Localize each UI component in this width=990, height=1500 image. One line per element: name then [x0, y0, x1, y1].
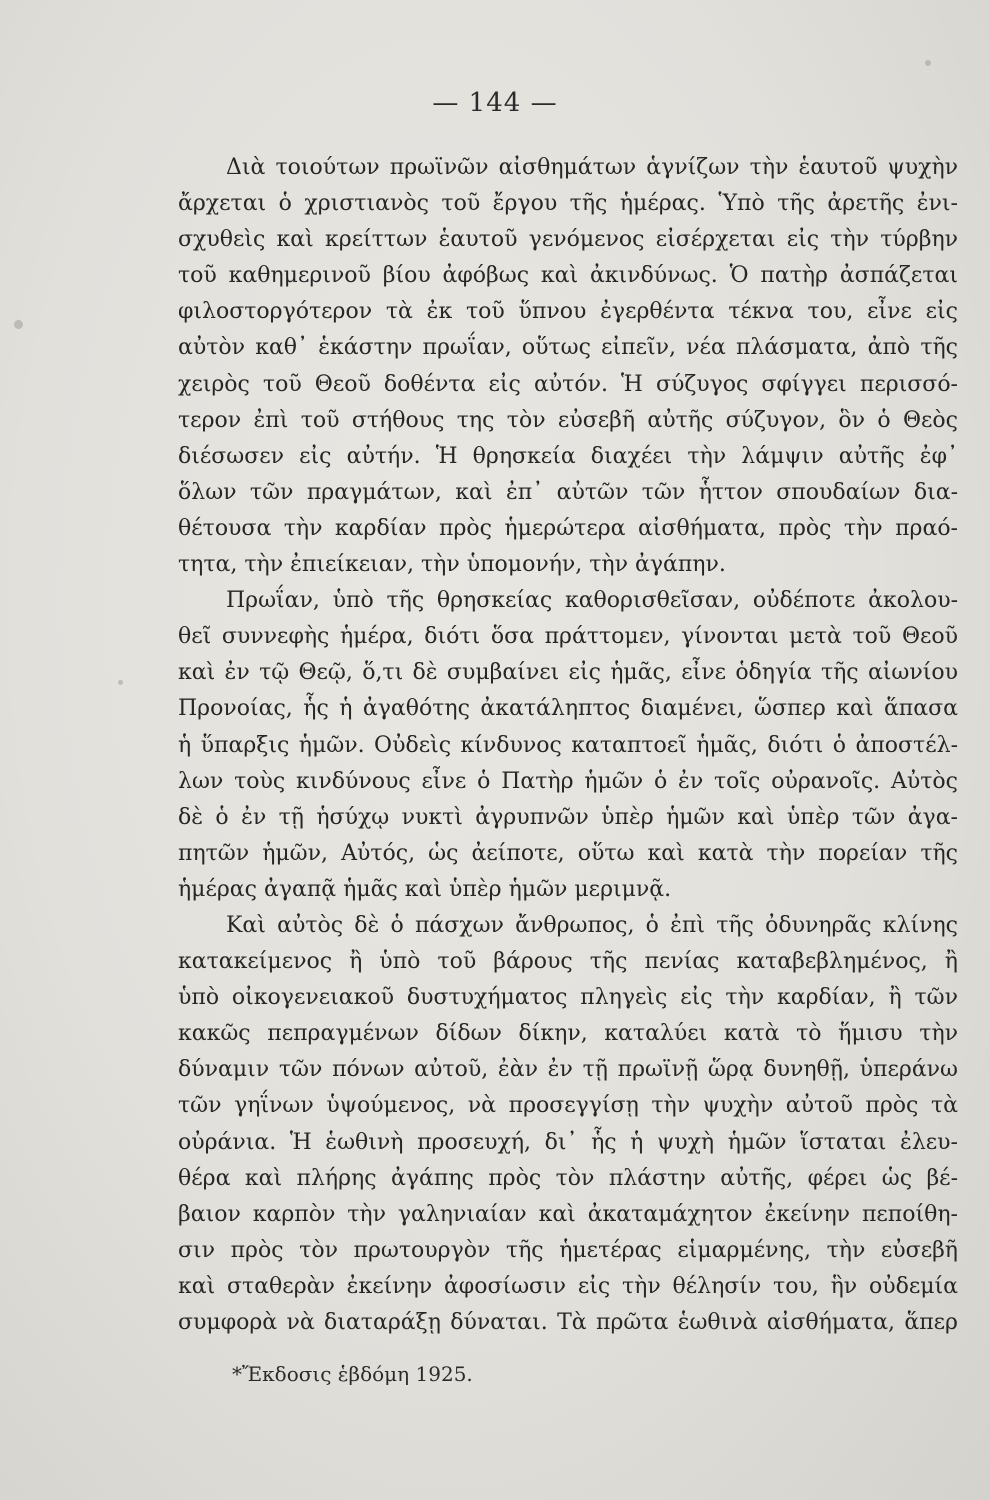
text-line: οὐράνια. Ἡ ἑωθινὴ προσευχή, δι᾽ ἧς ἡ ψυχὴ ἡμῶν ἵσταται ἐλευ-: [178, 1129, 958, 1155]
text-line: χειρὸς τοῦ Θεοῦ δοθέντα εἰς αὐτόν. Ἡ σύζυγος σφίγγει περισσό-: [178, 371, 958, 397]
text-line: ἄρχεται ὁ χριστιανὸς τοῦ ἔργου τῆς ἡμέρας. Ὑπὸ τῆς ἀρετῆς ἐνι-: [178, 191, 958, 217]
text-line: θεῖ συννεφὴς ἡμέρα, διότι ὅσα πράττομεν, γίνονται μετὰ τοῦ Θεοῦ: [178, 624, 958, 650]
text-line: βαιον καρπὸν τὴν γαληνιαίαν καὶ ἀκαταμάχητον ἐκείνην πεποίθη-: [178, 1201, 958, 1227]
text-line: τῶν γηΐνων ὑψούμενος, νὰ προσεγγίσῃ τὴν ψυχὴν αὐτοῦ πρὸς τὰ: [178, 1093, 958, 1119]
text-line: συμφορὰ νὰ διαταράξῃ δύναται. Τὰ πρῶτα ἑωθινὰ αἰσθήματα, ἅπερ: [178, 1310, 958, 1335]
text-line: ὅλων τῶν πραγμάτων, καὶ ἐπ᾽ αὐτῶν τῶν ἧττον σπουδαίων δια-: [178, 479, 958, 505]
body-text: [178, 150, 958, 1341]
paper-speck: [118, 680, 123, 685]
text-line: λων τοὺς κινδύνους εἶνε ὁ Πατὴρ ἡμῶν ὁ ἐν τοῖς οὐρανοῖς. Αὐτὸς: [178, 768, 958, 794]
paper-speck: [14, 320, 23, 329]
text-line: Διὰ τοιούτων πρωϊνῶν αἰσθημάτων ἁγνίζων τὴν ἑαυτοῦ ψυχὴν: [226, 155, 958, 180]
text-line: τοῦ καθημερινοῦ βίου ἀφόβως καὶ ἀκινδύνως. Ὁ πατὴρ ἀσπάζεται: [178, 263, 958, 289]
text-line: δὲ ὁ ἐν τῇ ἡσύχῳ νυκτὶ ἀγρυπνῶν ὑπὲρ ἡμῶν καὶ ὑπὲρ τῶν ἀγα-: [178, 804, 958, 830]
text-line: Προνοίας, ἧς ἡ ἀγαθότης ἀκατάληπτος διαμένει, ὥσπερ καὶ ἅπασα: [178, 696, 958, 722]
text-line: σχυθεὶς καὶ κρείττων ἑαυτοῦ γενόμενος εἰσέρχεται εἰς τὴν τύρβην: [178, 227, 958, 253]
page-number: — 144 —: [432, 88, 558, 118]
text-line: ἡμέρας ἀγαπᾷ ἡμᾶς καὶ ὑπὲρ ἡμῶν μεριμνᾷ.: [178, 876, 672, 902]
text-line: πητῶν ἡμῶν, Αὐτός, ὡς ἀείποτε, οὕτω καὶ κατὰ τὴν πορείαν τῆς: [178, 840, 958, 866]
text-line: διέσωσεν εἰς αὐτήν. Ἡ θρησκεία διαχέει τὴν λάμψιν αὐτῆς ἐφ᾽: [178, 443, 958, 469]
text-line: τερον ἐπὶ τοῦ στήθους της τὸν εὐσεβῆ αὐτῆς σύζυγον, ὃν ὁ Θεὸς: [178, 407, 958, 433]
text-line: κατακείμενος ἢ ὑπὸ τοῦ βάρους τῆς πενίας καταβεβλημένος, ἢ: [178, 949, 958, 975]
text-line: ὑπὸ οἰκογενειακοῦ δυστυχήματος πληγεὶς εἰς τὴν καρδίαν, ἢ τῶν: [178, 985, 958, 1011]
paper-speck: [925, 60, 931, 66]
text-line: θέρα καὶ πλήρης ἀγάπης πρὸς τὸν πλάστην αὐτῆς, φέρει ὡς βέ-: [178, 1165, 958, 1191]
text-line: ἡ ὕπαρξις ἡμῶν. Οὐδεὶς κίνδυνος καταπτοεῖ ἡμᾶς, διότι ὁ ἀποστέλ-: [178, 732, 958, 758]
text-line: Καὶ αὐτὸς δὲ ὁ πάσχων ἄνθρωπος, ὁ ἐπὶ τῆς ὀδυνηρᾶς κλίνης: [226, 912, 958, 938]
text-line: δύναμιν τῶν πόνων αὐτοῦ, ἐὰν ἐν τῇ πρωϊνῇ ὥρᾳ δυνηθῇ, ὑπεράνω: [178, 1057, 958, 1083]
text-line: καὶ σταθερὰν ἐκείνην ἀφοσίωσιν εἰς τὴν θέλησίν του, ἣν οὐδεμία: [178, 1273, 958, 1299]
text-line: αὐτὸν καθ᾽ ἑκάστην πρωΐαν, οὕτως εἰπεῖν, νέα πλάσματα, ἀπὸ τῆς: [178, 335, 958, 361]
text-line: θέτουσα τὴν καρδίαν πρὸς ἡμερώτερα αἰσθήματα, πρὸς τὴν πραό-: [178, 515, 958, 541]
text-line: φιλοστοργότερον τὰ ἐκ τοῦ ὕπνου ἐγερθέντα τέκνα του, εἶνε εἰς: [178, 299, 958, 325]
text-line: σιν πρὸς τὸν πρωτουργὸν τῆς ἡμετέρας εἱμαρμένης, τὴν εὐσεβῆ: [178, 1237, 958, 1263]
text-line: κακῶς πεπραγμένων δίδων δίκην, καταλύει κατὰ τὸ ἥμισυ τὴν: [178, 1021, 958, 1047]
text-line: Πρωΐαν, ὑπὸ τῆς θρησκείας καθορισθεῖσαν, οὐδέποτε ἀκολου-: [226, 588, 958, 614]
footnote: *Ἔκδοσις ἑβδόμη 1925.: [232, 1362, 473, 1386]
text-line: τητα, τὴν ἐπιείκειαν, τὴν ὑπομονήν, τὴν ἀγάπην.: [178, 552, 726, 578]
text-line: καὶ ἐν τῷ Θεῷ, ὅ,τι δὲ συμβαίνει εἰς ἡμᾶς, εἶνε ὁδηγία τῆς αἰωνίου: [178, 660, 958, 686]
